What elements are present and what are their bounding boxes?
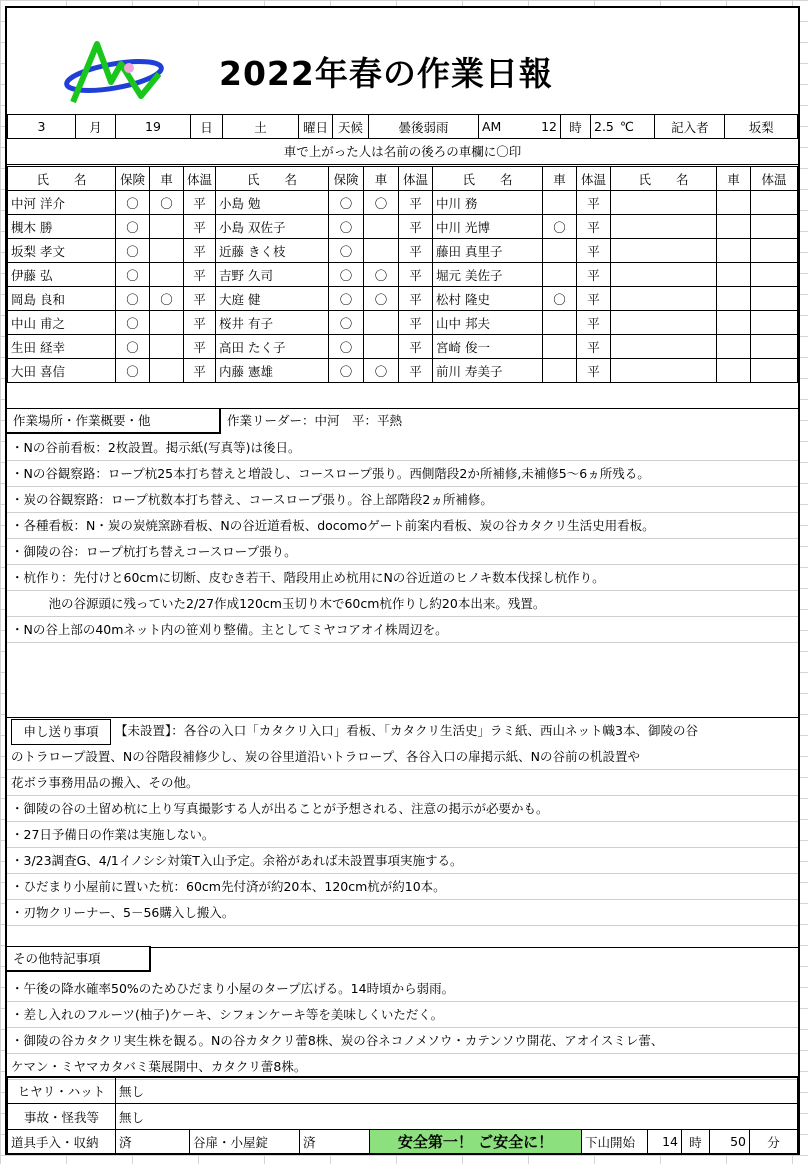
hiyari-value: 無し (116, 1078, 798, 1104)
weather-value: 曇後弱雨 (369, 115, 479, 139)
member-name: 伊藤 弘 (8, 263, 116, 287)
handover-line: ・ひだまり小屋前に置いた杭：60cm先付済が約20本、120cm杭が約10本。 (7, 874, 798, 900)
col-name-b: 氏 名 (216, 167, 329, 191)
work-line: ・Nの谷上部の40mネット内の笹刈り整備。主としてミヤコアオイ株周辺を。 (7, 617, 798, 643)
member-car: 〇 (364, 287, 399, 311)
recorder-value: 坂梨 (725, 115, 798, 139)
member-name: 槻木 勝 (8, 215, 116, 239)
work-line: ・御陵の谷：ロープ杭打ち替えコースロープ張り。 (7, 539, 798, 565)
member-empty-cell (751, 215, 798, 239)
member-name: 吉野 久司 (216, 263, 329, 287)
report-frame (5, 6, 800, 1155)
member-ins: 〇 (116, 359, 150, 383)
ampm-value: AM (479, 115, 513, 139)
work-label: 作業場所・作業概要・他 (7, 408, 221, 434)
member-empty-cell (611, 215, 717, 239)
member-car (364, 239, 399, 263)
handover-line: ・3/23調査G、4/1イノシシ対策T入山予定。余裕があれば未設置事項実施する。 (7, 848, 798, 874)
member-t: 平 (577, 191, 611, 215)
accident-value: 無し (116, 1104, 798, 1130)
member-t: 平 (399, 287, 433, 311)
member-empty-cell (751, 311, 798, 335)
member-t: 平 (184, 215, 216, 239)
member-ins: 〇 (116, 311, 150, 335)
member-car (543, 359, 577, 383)
member-t: 平 (184, 287, 216, 311)
member-t: 平 (399, 359, 433, 383)
member-car (150, 335, 184, 359)
footer-table (7, 1129, 798, 1154)
member-car (364, 335, 399, 359)
temp-unit: ℃ (617, 115, 655, 139)
handover-label: 申し送り事項 (11, 719, 111, 745)
member-empty-cell (611, 239, 717, 263)
work-section (7, 408, 798, 718)
other-label: その他特記事項 (7, 946, 151, 972)
member-empty-cell (717, 191, 751, 215)
member-ins: 〇 (116, 215, 150, 239)
member-empty-cell (717, 335, 751, 359)
member-empty-cell (751, 359, 798, 383)
handover-line: ・御陵の谷の土留め杭に上り写真撮影する人が出ることが予想される、注意の掲示が必要かも。 (7, 796, 798, 822)
member-row (8, 287, 798, 311)
work-leader: 作業リーダー：中河 平：平熱 (227, 413, 403, 428)
member-empty-cell (611, 335, 717, 359)
member-car (543, 239, 577, 263)
member-car (364, 215, 399, 239)
member-name: 近藤 きく枝 (216, 239, 329, 263)
accident-label: 事故・怪我等 (8, 1104, 116, 1130)
handover-line: 花ボラ事務用品の搬入、その他。 (7, 770, 798, 796)
member-car (150, 359, 184, 383)
member-name: 堀元 美佐子 (433, 263, 543, 287)
descend-hour-label: 時 (682, 1130, 710, 1154)
logo-icon (59, 34, 169, 109)
member-car (543, 311, 577, 335)
recorder-label: 記入者 (655, 115, 725, 139)
member-empty-cell (717, 215, 751, 239)
member-t: 平 (399, 263, 433, 287)
member-t: 平 (184, 335, 216, 359)
descend-min: 50 (710, 1130, 750, 1154)
member-name: 坂梨 孝文 (8, 239, 116, 263)
col-ins-a: 保険 (116, 167, 150, 191)
member-row (8, 239, 798, 263)
member-row (8, 335, 798, 359)
work-line: ・Nの谷前看板：2枚設置。掲示紙(写真等)は後日。 (7, 435, 798, 461)
member-t: 平 (399, 191, 433, 215)
member-name: 桜井 有子 (216, 311, 329, 335)
member-t: 平 (184, 263, 216, 287)
handover-first-line: 【未設置】：各谷の入口「カタクリ入口」看板、「カタクリ生活史」ラミ紙、西山ネット幟3本、御陵の谷 (115, 723, 698, 738)
other-line: ケマン・ミヤマカタバミ葉展開中、カタクリ蕾8株。 (7, 1054, 798, 1080)
month-value: 3 (8, 115, 76, 139)
member-empty-cell (717, 263, 751, 287)
member-t: 平 (399, 311, 433, 335)
member-car: 〇 (364, 359, 399, 383)
safety-banner: 安全第一！ ご安全に！ (370, 1130, 582, 1154)
day-value: 19 (116, 115, 191, 139)
member-t: 平 (577, 287, 611, 311)
descend-hour: 14 (648, 1130, 682, 1154)
col-car-b: 車 (364, 167, 399, 191)
member-row (8, 191, 798, 215)
member-name: 宮崎 俊一 (433, 335, 543, 359)
member-t: 平 (577, 359, 611, 383)
hiyari-label: ヒヤリ・ハット (8, 1078, 116, 1104)
hour-label: 時 (561, 115, 591, 139)
member-t: 平 (184, 359, 216, 383)
col-car-a: 車 (150, 167, 184, 191)
member-car (364, 311, 399, 335)
member-name: 大田 喜信 (8, 359, 116, 383)
temp-value: 2.5 (591, 115, 617, 139)
member-car: 〇 (364, 263, 399, 287)
col-ins-b: 保険 (329, 167, 364, 191)
day-label: 日 (191, 115, 223, 139)
member-car: 〇 (364, 191, 399, 215)
member-car (543, 263, 577, 287)
member-ins: 〇 (116, 191, 150, 215)
member-ins: 〇 (329, 263, 364, 287)
member-name: 大庭 健 (216, 287, 329, 311)
member-name: 高田 たく子 (216, 335, 329, 359)
member-car (150, 311, 184, 335)
member-t: 平 (184, 311, 216, 335)
work-line: ・Nの谷観察路：ロープ杭25本打ち替えと増設し、コースロープ張り。西側階段2か所補修,未補修5～6ヵ所残る。 (7, 461, 798, 487)
member-row (8, 311, 798, 335)
member-name: 中川 務 (433, 191, 543, 215)
member-t: 平 (577, 263, 611, 287)
month-label: 月 (76, 115, 116, 139)
col-temp-c: 体温 (577, 167, 611, 191)
member-car: 〇 (543, 287, 577, 311)
member-car (543, 335, 577, 359)
hour-value: 12 (513, 115, 561, 139)
page-title: 2022年春の作業日報 (219, 54, 553, 93)
member-row (8, 263, 798, 287)
col-name-d: 氏 名 (611, 167, 717, 191)
descend-min-label: 分 (750, 1130, 798, 1154)
handover-line: ・刃物クリーナー、5－56購入し搬入。 (7, 900, 798, 926)
member-empty-cell (611, 263, 717, 287)
member-ins: 〇 (329, 359, 364, 383)
member-ins: 〇 (329, 215, 364, 239)
work-line: ・炭の谷観察路：ロープ杭数本打ち替え、コースロープ張り。谷上部階段2ヵ所補修。 (7, 487, 798, 513)
member-ins: 〇 (116, 335, 150, 359)
member-empty-cell (611, 359, 717, 383)
other-line: ・御陵の谷カタクリ実生株を観る。Nの谷カタクリ蕾8株、炭の谷ネコノメソウ・カテンソウ開花、アオイスミレ蕾、 (7, 1028, 798, 1054)
member-car: 〇 (150, 287, 184, 311)
member-ins: 〇 (116, 287, 150, 311)
other-section (7, 946, 798, 1077)
member-car (150, 215, 184, 239)
member-name: 藤田 真里子 (433, 239, 543, 263)
member-t: 平 (399, 215, 433, 239)
member-t: 平 (577, 215, 611, 239)
member-ins: 〇 (329, 239, 364, 263)
col-temp-a: 体温 (184, 167, 216, 191)
door-value: 済 (300, 1130, 370, 1154)
member-empty-cell (717, 359, 751, 383)
col-car-c: 車 (543, 167, 577, 191)
car-note: 車で上がった人は名前の後ろの車欄に〇印 (7, 139, 798, 165)
member-empty-cell (751, 239, 798, 263)
member-row (8, 215, 798, 239)
incident-table (7, 1077, 798, 1130)
member-empty-cell (611, 311, 717, 335)
door-label: 谷扉・小屋錠 (190, 1130, 300, 1154)
member-t: 平 (577, 311, 611, 335)
member-ins: 〇 (329, 287, 364, 311)
member-t: 平 (184, 191, 216, 215)
other-line: ・差し入れのフルーツ(柚子)ケーキ、シフォンケーキ等を美味しくいただく。 (7, 1002, 798, 1028)
member-empty-cell (717, 287, 751, 311)
member-empty-cell (717, 239, 751, 263)
member-empty-cell (751, 335, 798, 359)
member-name: 山中 邦夫 (433, 311, 543, 335)
member-name: 松村 隆史 (433, 287, 543, 311)
col-name-c: 氏 名 (433, 167, 543, 191)
handover-section (7, 718, 798, 948)
descend-label: 下山開始 (582, 1130, 648, 1154)
member-ins: 〇 (116, 239, 150, 263)
info-row (7, 114, 798, 139)
member-empty-cell (751, 287, 798, 311)
member-ins: 〇 (329, 335, 364, 359)
member-car: 〇 (543, 215, 577, 239)
tools-value: 済 (116, 1130, 190, 1154)
member-empty-cell (611, 287, 717, 311)
other-line: ・午後の降水確率50%のためひだまり小屋のタープ広げる。14時頃から弱雨。 (7, 976, 798, 1002)
work-line: ・杭作り：先付けと60cmに切断、皮むき若干、階段用止め杭用にNの谷近道のヒノキ数本伐採し杭作り。 (7, 565, 798, 591)
member-car: 〇 (150, 191, 184, 215)
member-car (150, 263, 184, 287)
col-car-d: 車 (717, 167, 751, 191)
member-name: 生田 経幸 (8, 335, 116, 359)
member-empty-cell (611, 191, 717, 215)
members-table (7, 166, 798, 383)
member-t: 平 (577, 239, 611, 263)
handover-line: のトラロープ設置、Nの谷階段補修少し、炭の谷里道沿いトラロープ、各谷入口の扉掲示紙、Nの谷前の机設置や (7, 744, 798, 770)
col-temp-d: 体温 (751, 167, 798, 191)
member-empty-cell (751, 191, 798, 215)
member-empty-cell (751, 263, 798, 287)
member-ins: 〇 (329, 191, 364, 215)
member-row (8, 359, 798, 383)
member-name: 前川 寿美子 (433, 359, 543, 383)
member-car (543, 191, 577, 215)
member-name: 岡島 良和 (8, 287, 116, 311)
work-line: ・各種看板：N・炭の炭焼窯跡看板、Nの谷近道看板、docomoゲート前案内看板、炭の谷カタクリ生活史用看板。 (7, 513, 798, 539)
member-car (150, 239, 184, 263)
member-name: 小島 勉 (216, 191, 329, 215)
weekday-label: 曜日 (299, 115, 333, 139)
member-empty-cell (717, 311, 751, 335)
weekday-value: 土 (223, 115, 299, 139)
weather-label: 天候 (333, 115, 369, 139)
member-name: 中川 光博 (433, 215, 543, 239)
member-name: 中山 甫之 (8, 311, 116, 335)
member-name: 小島 双佐子 (216, 215, 329, 239)
member-name: 内藤 憲雄 (216, 359, 329, 383)
member-ins: 〇 (116, 263, 150, 287)
tools-label: 道具手入・収納 (8, 1130, 116, 1154)
member-t: 平 (399, 335, 433, 359)
col-temp-b: 体温 (399, 167, 433, 191)
col-name-a: 氏 名 (8, 167, 116, 191)
work-line: 池の谷源頭に残っていた2/27作成120cm玉切り木で60cm杭作りし約20本出来。残置。 (7, 591, 798, 617)
member-t: 平 (577, 335, 611, 359)
handover-line: ・27日予備日の作業は実施しない。 (7, 822, 798, 848)
member-t: 平 (399, 239, 433, 263)
member-t: 平 (184, 239, 216, 263)
member-ins: 〇 (329, 311, 364, 335)
member-name: 中河 洋介 (8, 191, 116, 215)
